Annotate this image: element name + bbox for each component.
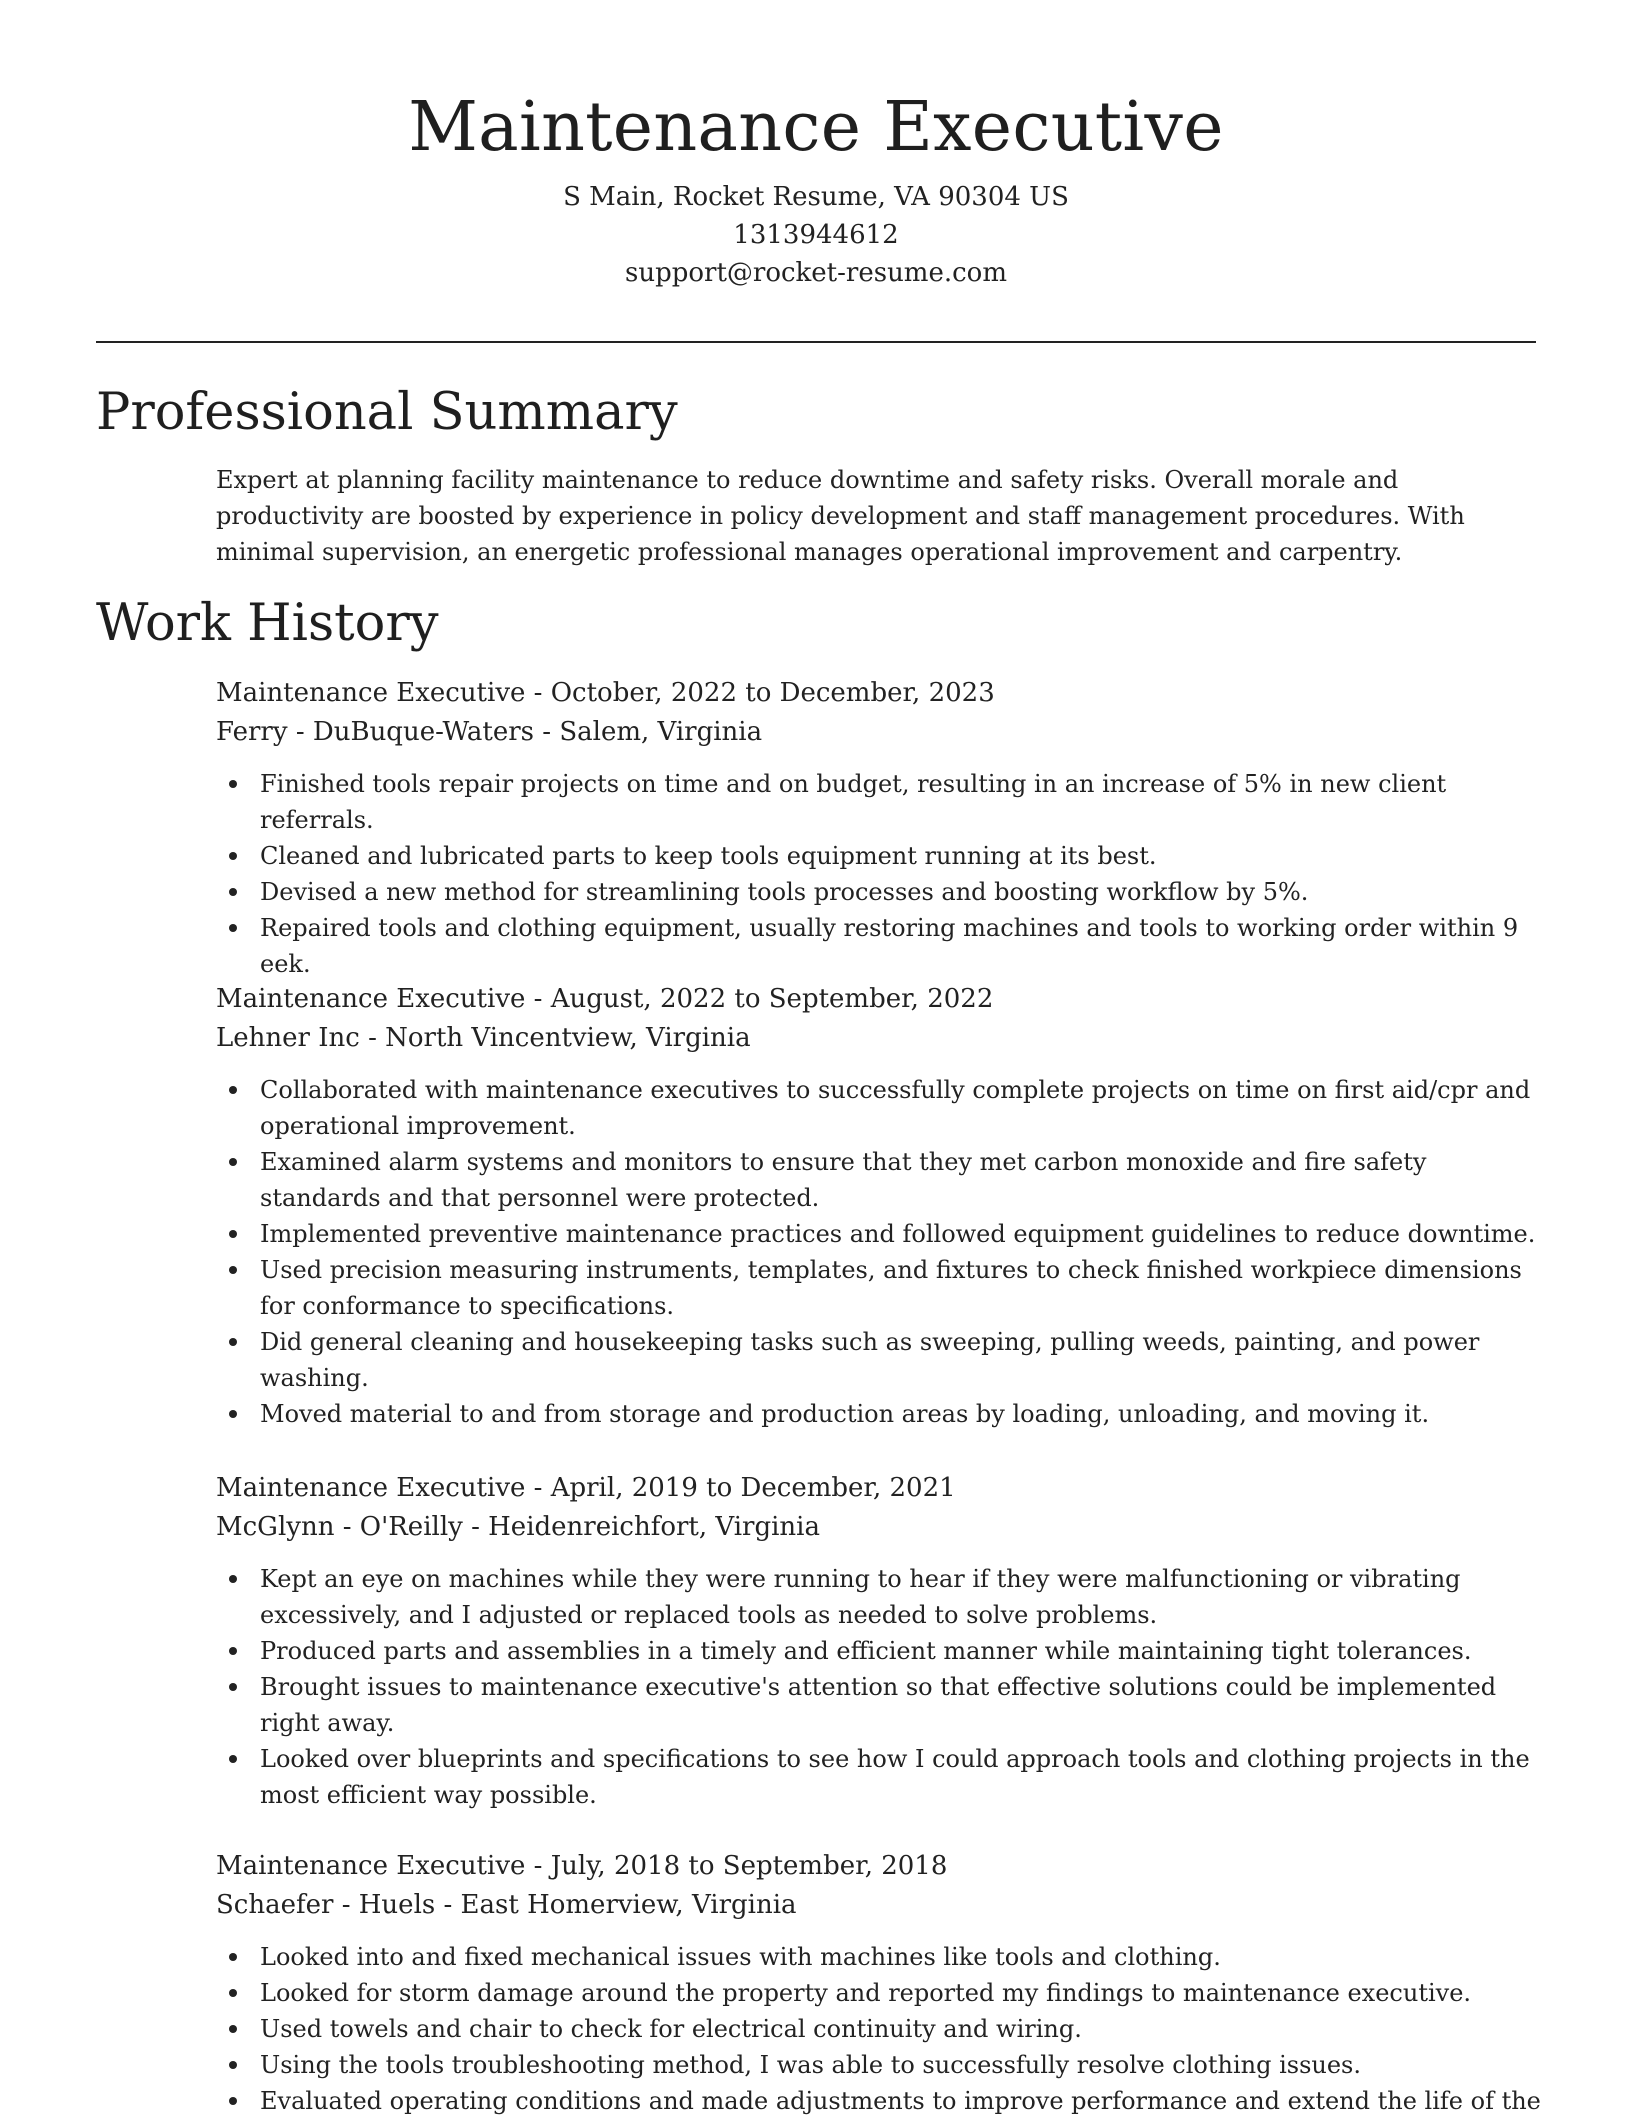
- job-bullet: Used towels and chair to check for electrical continuity and wiring.: [260, 2011, 1546, 2047]
- job-bullet: Kept an eye on machines while they were running to hear if they were malfunctioning or vibrating excessively, and I adjusted or replaced tools as needed to solve problems.: [260, 1561, 1546, 1633]
- resume-name: Maintenance Executive: [408, 88, 1224, 167]
- contact-phone: 1313944612: [733, 220, 899, 250]
- job-title-line: Maintenance Executive - July, 2018 to September, 2018: [216, 1851, 948, 1881]
- job-company-line: McGlynn - O'Reilly - Heidenreichfort, Virginia: [216, 1512, 820, 1542]
- job-bullet-list: [216, 1561, 1546, 1813]
- job-entry: [216, 980, 1546, 1432]
- job-bullet: Brought issues to maintenance executive's attention so that effective solutions could be implemented right away.: [260, 1669, 1546, 1741]
- work-history-heading: Work History: [96, 594, 439, 653]
- job-bullet: Moved material to and from storage and production areas by loading, unloading, and moving it.: [260, 1396, 1546, 1432]
- job-company-line: Ferry - DuBuque-Waters - Salem, Virginia: [216, 717, 763, 747]
- summary-text: Expert at planning facility maintenance to reduce downtime and safety risks. Overall morale and productivity are boosted by experience in policy development and staff management procedures. With minimal supervision, an energetic professional manages operational improvement and carpentry.: [216, 466, 1465, 566]
- job-entry: [216, 1469, 1546, 1813]
- job-bullet: Evaluated operating conditions and made adjustments to improve performance and extend the life of the: [260, 2083, 1546, 2119]
- job-bullet: Did general cleaning and housekeeping tasks such as sweeping, pulling weeds, painting, and power washing.: [260, 1324, 1546, 1396]
- job-bullet: Produced parts and assemblies in a timely and efficient manner while maintaining tight tolerances.: [260, 1633, 1546, 1669]
- job-bullet-list: [216, 1939, 1546, 2119]
- job-bullet: Finished tools repair projects on time and on budget, resulting in an increase of 5% in new client referrals.: [260, 766, 1546, 838]
- job-bullet: Looked for storm damage around the property and reported my findings to maintenance executive.: [260, 1975, 1546, 2011]
- job-title-line: Maintenance Executive - August, 2022 to September, 2022: [216, 984, 994, 1014]
- job-bullet-list: [216, 766, 1546, 982]
- job-bullet: Cleaned and lubricated parts to keep tools equipment running at its best.: [260, 838, 1546, 874]
- job-title-line: Maintenance Executive - April, 2019 to December, 2021: [216, 1473, 956, 1503]
- job-title-line: Maintenance Executive - October, 2022 to December, 2023: [216, 678, 995, 708]
- job-entry: [216, 674, 1546, 982]
- header-divider: [96, 341, 1536, 343]
- job-bullet: Looked into and fixed mechanical issues with machines like tools and clothing.: [260, 1939, 1546, 1975]
- job-bullet: Devised a new method for streamlining tools processes and boosting workflow by 5%.: [260, 874, 1546, 910]
- job-bullet: Used precision measuring instruments, templates, and fixtures to check finished workpiece dimensions for conformance to specifications.: [260, 1252, 1546, 1324]
- summary-heading: Professional Summary: [96, 383, 678, 442]
- job-bullet: Repaired tools and clothing equipment, usually restoring machines and tools to working order within 9 eek.: [260, 910, 1546, 982]
- job-bullet: Collaborated with maintenance executives to successfully complete projects on time on first aid/cpr and operational improvement.: [260, 1072, 1546, 1144]
- job-bullet: Implemented preventive maintenance practices and followed equipment guidelines to reduce downtime.: [260, 1216, 1546, 1252]
- job-bullet: Examined alarm systems and monitors to ensure that they met carbon monoxide and fire safety standards and that personnel were protected.: [260, 1144, 1546, 1216]
- job-company-line: Lehner Inc - North Vincentview, Virginia: [216, 1023, 751, 1053]
- contact-address: S Main, Rocket Resume, VA 90304 US: [563, 182, 1069, 212]
- contact-email[interactable]: support@rocket-resume.com: [624, 258, 1007, 288]
- job-bullet: Using the tools troubleshooting method, I was able to successfully resolve clothing issues.: [260, 2047, 1546, 2083]
- job-company-line: Schaefer - Huels - East Homerview, Virginia: [216, 1890, 797, 1920]
- job-bullet: Looked over blueprints and specifications to see how I could approach tools and clothing projects in the most efficient way possible.: [260, 1741, 1546, 1813]
- job-entry: [216, 1847, 1546, 2119]
- job-bullet-list: [216, 1072, 1546, 1432]
- resume-header: [0, 78, 1632, 292]
